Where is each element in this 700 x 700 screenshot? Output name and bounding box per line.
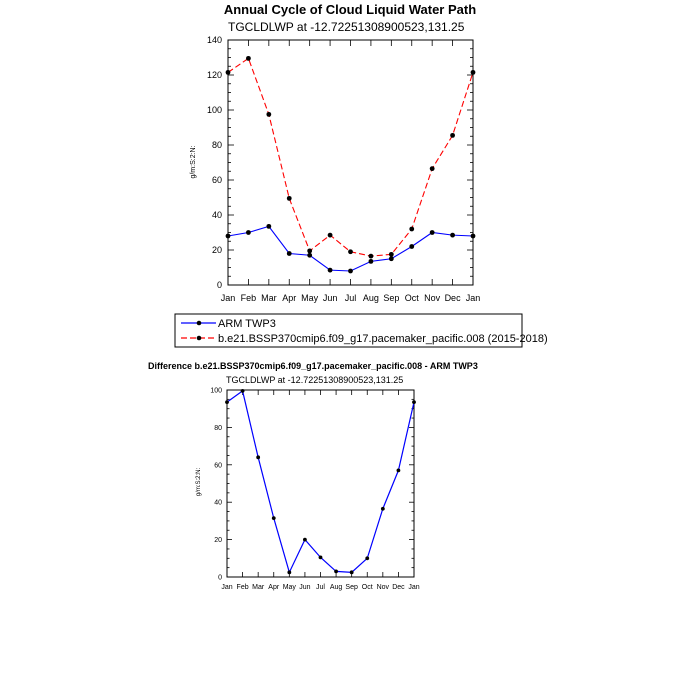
chart2-series-0-point xyxy=(350,570,354,574)
chart2-x-tick-label: Oct xyxy=(361,584,373,591)
chart2-x-tick-label: Jul xyxy=(316,584,325,591)
annual-cycle-chart xyxy=(190,2,480,303)
chart1-series-1-point xyxy=(266,112,271,117)
chart2-x-tick-label: Sep xyxy=(345,584,358,591)
chart2-x-tick-label: Apr xyxy=(268,584,280,591)
chart2-series-0-point xyxy=(319,555,323,559)
chart1-subtitle: TGCLDLWP at -12.72251308900523,131.25 xyxy=(228,20,465,34)
difference-chart xyxy=(148,361,478,591)
chart1-y-tick-label: 80 xyxy=(211,140,222,151)
chart1-series-1-point xyxy=(369,254,374,259)
chart2-x-tick-label: Dec xyxy=(392,584,405,591)
chart1-y-tick-label: 100 xyxy=(206,105,222,116)
chart2-x-tick-label: Jun xyxy=(299,584,311,591)
chart1-x-tick-label: Jun xyxy=(322,293,338,303)
legend-marker-model xyxy=(197,336,202,341)
chart1-series-1-point xyxy=(430,166,435,171)
chart1-series-1-point xyxy=(226,70,231,75)
chart1-axes xyxy=(207,35,480,303)
chart2-y-axis-label: g/m:S:2:N: xyxy=(196,467,202,497)
chart1-y-tick-label: 140 xyxy=(206,35,222,46)
chart1-x-tick-label: Jan xyxy=(465,293,481,303)
chart2-series-0-point xyxy=(365,556,369,560)
chart1-series-0-point xyxy=(246,230,251,235)
chart2-y-tick-label: 80 xyxy=(214,424,222,432)
chart2-series-0-point xyxy=(397,469,401,473)
chart2-plot-frame xyxy=(227,390,414,577)
chart1-x-tick-label: Apr xyxy=(282,293,297,303)
chart2-series-0-line xyxy=(227,391,414,572)
chart1-series-0-point xyxy=(348,269,353,274)
chart1-series-0-point xyxy=(287,251,292,256)
chart1-y-tick-label: 0 xyxy=(216,280,222,291)
chart1-series xyxy=(226,56,476,273)
chart2-y-tick-label: 60 xyxy=(214,462,222,470)
chart1-x-tick-label: Oct xyxy=(404,293,419,303)
chart1-x-tick-label: Jul xyxy=(344,293,357,303)
chart1-series-1-point xyxy=(471,70,476,75)
chart2-x-tick-label: May xyxy=(282,584,296,591)
chart2-series-0-point xyxy=(241,389,245,393)
chart1-series-1-point xyxy=(307,248,312,253)
chart2-series-0-point xyxy=(381,507,385,511)
chart2-y-tick-label: 0 xyxy=(218,574,222,582)
chart1-legend xyxy=(175,314,548,347)
chart1-series-1-point xyxy=(348,249,353,254)
chart1-x-tick-label: Jan xyxy=(220,293,236,303)
chart2-series-0-point xyxy=(225,400,229,404)
chart2-series xyxy=(225,389,416,574)
chart1-series-1-point xyxy=(409,227,414,232)
chart1-series-0-point xyxy=(471,234,476,239)
chart1-series-0-point xyxy=(430,230,435,235)
chart1-series-1-point xyxy=(450,133,455,138)
chart1-series-1-point xyxy=(287,196,292,201)
chart2-y-tick-label: 40 xyxy=(214,499,222,507)
chart2-title: Difference b.e21.BSSP370cmip6.f09_g17.pacemaker_pacific.008 - ARM TWP3 xyxy=(148,361,478,371)
chart2-x-tick-label: Mar xyxy=(252,584,265,591)
legend-marker-arm xyxy=(197,321,202,326)
chart1-x-tick-label: May xyxy=(301,293,319,303)
chart1-series-0-point xyxy=(328,268,333,273)
chart2-series-0-point xyxy=(303,538,307,542)
legend-label-arm: ARM TWP3 xyxy=(218,318,276,330)
chart2-x-tick-label: Jan xyxy=(408,584,420,591)
chart1-y-tick-label: 20 xyxy=(211,245,222,256)
chart2-subtitle: TGCLDLWP at -12.72251308900523,131.25 xyxy=(226,375,404,385)
chart1-series-0-point xyxy=(226,234,231,239)
chart1-series-0-point xyxy=(389,256,394,261)
chart1-x-tick-label: Sep xyxy=(383,293,400,303)
chart2-series-0-point xyxy=(272,516,276,520)
chart2-series-0-point xyxy=(412,400,416,404)
chart2-y-tick-label: 100 xyxy=(210,387,222,395)
chart1-series-0-line xyxy=(228,226,473,271)
chart2-x-tick-label: Jan xyxy=(221,584,233,591)
chart1-y-tick-label: 120 xyxy=(206,70,222,81)
chart1-series-0-point xyxy=(450,233,455,238)
legend-label-model: b.e21.BSSP370cmip6.f09_g17.pacemaker_pacific.008 (2015-2018) xyxy=(218,333,548,345)
chart2-x-tick-label: Nov xyxy=(376,584,390,591)
chart1-y-axis-label: g/m:S:2:N: xyxy=(190,145,197,179)
chart2-y-tick-label: 20 xyxy=(214,537,222,545)
chart1-series-1-point xyxy=(328,233,333,238)
chart1-x-tick-label: Mar xyxy=(261,293,277,303)
chart2-series-0-point xyxy=(334,569,338,573)
chart2-x-tick-label: Feb xyxy=(236,584,249,591)
chart1-x-tick-label: Dec xyxy=(444,293,461,303)
chart1-x-tick-label: Feb xyxy=(240,293,257,303)
chart1-series-1-point xyxy=(246,56,251,61)
chart1-series-0-point xyxy=(266,224,271,229)
chart1-series-1-line xyxy=(228,58,473,256)
chart1-series-1-point xyxy=(389,252,394,257)
chart1-y-tick-label: 60 xyxy=(211,175,222,186)
chart1-x-tick-label: Aug xyxy=(362,293,379,303)
chart1-y-tick-label: 40 xyxy=(211,210,222,221)
chart1-title: Annual Cycle of Cloud Liquid Water Path xyxy=(223,2,477,17)
chart1-series-0-point xyxy=(369,259,374,264)
chart2-series-0-point xyxy=(256,455,260,459)
chart2-series-0-point xyxy=(287,570,291,574)
chart1-series-0-point xyxy=(409,244,414,249)
chart2-axes xyxy=(210,387,419,591)
chart1-x-tick-label: Nov xyxy=(424,293,441,303)
chart1-series-0-point xyxy=(307,253,312,258)
chart2-x-tick-label: Aug xyxy=(329,584,343,591)
